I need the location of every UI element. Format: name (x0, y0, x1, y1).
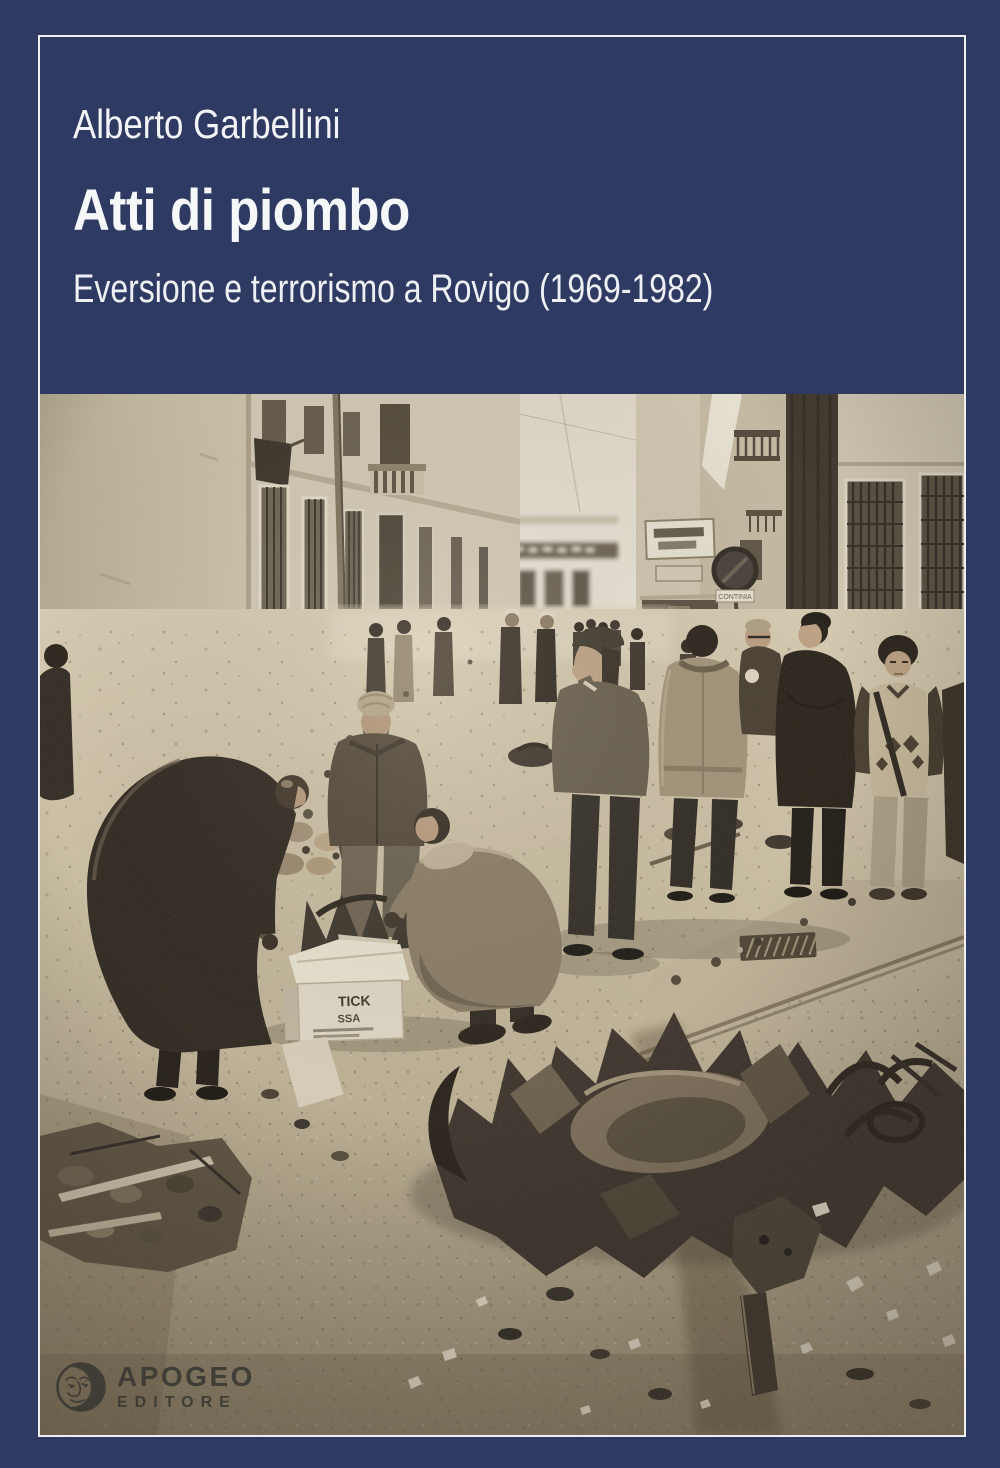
cover-header (40, 37, 964, 394)
moon-face-icon (54, 1360, 108, 1414)
cover-frame-line (38, 35, 966, 1437)
publisher-logo (54, 1360, 255, 1414)
cover-photo (40, 394, 964, 1435)
author-name: Alberto Garbellini (73, 101, 341, 147)
publisher-role: EDITORE (117, 1394, 237, 1411)
publisher-name: APOGEO (117, 1361, 255, 1392)
book-title: Atti di piombo (73, 178, 410, 243)
cover-photo-svg (40, 394, 964, 1435)
book-subtitle: Eversione e terrorismo a Rovigo (1969-1982) (73, 267, 714, 311)
